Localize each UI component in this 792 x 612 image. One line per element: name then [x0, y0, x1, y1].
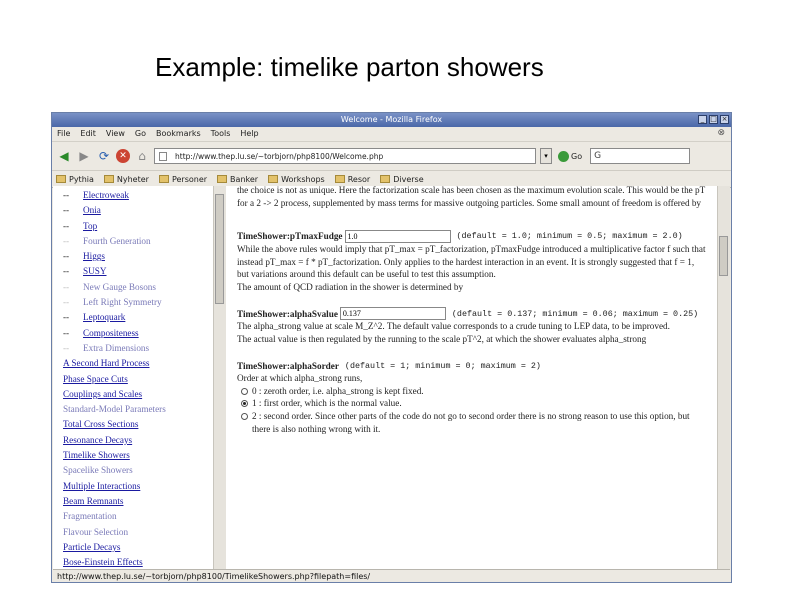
- go-button[interactable]: [558, 151, 582, 162]
- sidebar-item[interactable]: [63, 509, 213, 524]
- sidebar-item[interactable]: [63, 525, 213, 540]
- sidebar-link[interactable]: New Gauge Bosons: [83, 281, 156, 292]
- sidebar-item[interactable]: [63, 310, 213, 325]
- sidebar-link[interactable]: Leptoquark: [83, 312, 126, 323]
- radio-button[interactable]: [241, 413, 248, 420]
- bookmark-label: Personer: [171, 174, 208, 184]
- url-text: http://www.thep.lu.se/~torbjorn/php8100/Welcome.php: [175, 152, 384, 161]
- sidebar-link[interactable]: Top: [83, 220, 98, 231]
- minimize-button[interactable]: _: [698, 115, 707, 124]
- order-option-0[interactable]: [241, 385, 707, 398]
- main-scroll-thumb[interactable]: [719, 236, 728, 276]
- menu-bar: [52, 127, 731, 142]
- reload-icon[interactable]: ⟳: [98, 149, 110, 163]
- option-label: 0 : zeroth order, i.e. alpha_strong is kept fixed.: [252, 385, 424, 396]
- sidebar-link[interactable]: A Second Hard Process: [63, 358, 150, 369]
- sidebar-dash: --: [63, 251, 70, 262]
- qcd-amount-text: The amount of QCD radiation in the shower is determined by: [237, 281, 464, 292]
- sidebar-dash: --: [63, 312, 70, 323]
- sidebar-link[interactable]: Bose-Einstein Effects: [63, 557, 143, 568]
- sidebar-link[interactable]: Spacelike Showers: [63, 465, 133, 476]
- bookmark-resor[interactable]: [335, 175, 370, 184]
- sidebar-item[interactable]: [63, 280, 213, 295]
- sidebar-dash: --: [63, 205, 70, 216]
- sidebar-link[interactable]: Beam Remnants: [63, 495, 124, 506]
- order-param-name: TimeShower:alphaSorder: [237, 360, 339, 371]
- order-intro: Order at which alpha_strong runs,: [237, 373, 363, 384]
- sidebar-item[interactable]: [63, 479, 213, 494]
- page-content: [53, 186, 730, 569]
- sidebar-dash: --: [63, 266, 70, 277]
- folder-icon: [268, 175, 278, 183]
- intro-paragraph: the choice is not as unique. Here the factorization scale has been chosen as the maximum evolution scale. This would be the pT for a 2 -> 2 process, supplemented by mass terms for massive outgoing particles. Some small amount of freedom is offered by: [237, 186, 706, 208]
- sidebar-item[interactable]: [63, 203, 213, 218]
- close-icon[interactable]: ⊗: [717, 128, 725, 138]
- menu-tools[interactable]: Tools: [210, 129, 231, 138]
- sidebar-item[interactable]: [63, 433, 213, 448]
- sidebar-link[interactable]: Onia: [83, 205, 101, 216]
- sidebar-dash: --: [63, 327, 70, 338]
- fudge-defaults: (default = 1.0; minimum = 0.5; maximum = 2.0): [456, 231, 683, 242]
- alpha-defaults: (default = 0.137; minimum = 0.06; maximum = 0.25): [451, 308, 699, 319]
- menu-file[interactable]: File: [57, 129, 71, 138]
- sidebar-link[interactable]: Total Cross Sections: [63, 419, 139, 430]
- fudge-input[interactable]: [345, 230, 451, 243]
- sidebar-link[interactable]: Multiple Interactions: [63, 480, 141, 491]
- sidebar-link[interactable]: Left Right Symmetry: [83, 297, 162, 308]
- sidebar-item[interactable]: [63, 417, 213, 432]
- status-bar: http://www.thep.lu.se/~torbjorn/php8100/TimelikeShowers.php?filepath=files/: [53, 569, 730, 582]
- order-param-row: [237, 360, 707, 373]
- browser-window: [51, 112, 732, 583]
- bookmark-label: Nyheter: [116, 174, 149, 184]
- bookmark-personer[interactable]: [159, 175, 207, 184]
- menu-view[interactable]: View: [105, 129, 125, 138]
- sidebar-item[interactable]: [63, 341, 213, 356]
- folder-icon: [335, 175, 345, 183]
- sidebar-item[interactable]: [63, 555, 213, 569]
- back-icon[interactable]: ◀: [59, 149, 69, 163]
- sidebar-scroll-thumb[interactable]: [215, 194, 224, 304]
- order-defaults: (default = 1; minimum = 0; maximum = 2): [344, 360, 541, 371]
- sidebar-link[interactable]: Fourth Generation: [83, 235, 151, 246]
- bookmark-nyheter[interactable]: [104, 175, 149, 184]
- sidebar-item[interactable]: [63, 249, 213, 264]
- radio-button[interactable]: [241, 388, 248, 395]
- sidebar-item[interactable]: [63, 188, 213, 203]
- sidebar-dash: --: [63, 220, 70, 231]
- home-icon[interactable]: ⌂: [138, 149, 146, 163]
- sidebar-link[interactable]: Higgs: [83, 251, 105, 262]
- page-icon: [159, 152, 167, 161]
- sidebar-link[interactable]: Flavour Selection: [63, 526, 129, 537]
- title-bar: [52, 113, 731, 127]
- sidebar-item[interactable]: [63, 494, 213, 509]
- bookmark-workshops[interactable]: [268, 175, 325, 184]
- folder-icon: [56, 175, 66, 183]
- sidebar-link[interactable]: Electroweak: [83, 190, 129, 200]
- bookmark-label: Workshops: [281, 174, 325, 184]
- slide-title: Example: timelike parton showers: [155, 52, 544, 82]
- fudge-param-row: [237, 230, 707, 243]
- bookmark-label: Resor: [347, 174, 371, 184]
- bookmark-banker[interactable]: [217, 175, 258, 184]
- sidebar-item[interactable]: [63, 448, 213, 463]
- folder-icon: [380, 175, 390, 183]
- sidebar-item[interactable]: [63, 402, 213, 417]
- url-dropdown-button[interactable]: ▾: [540, 148, 552, 164]
- menu-help[interactable]: Help: [240, 129, 259, 138]
- sidebar-item[interactable]: [63, 356, 213, 371]
- window-title: Welcome - Mozilla Firefox: [340, 115, 443, 124]
- sidebar-link[interactable]: Extra Dimensions: [83, 342, 150, 353]
- sidebar-link[interactable]: Particle Decays: [63, 541, 121, 552]
- bookmark-label: Pythia: [69, 174, 94, 184]
- sidebar-nav: [53, 186, 213, 569]
- sidebar-dash: --: [63, 281, 70, 292]
- sidebar-link[interactable]: Fragmentation: [63, 511, 117, 522]
- navigation-toolbar: [52, 142, 731, 171]
- sidebar-link[interactable]: SUSY: [83, 266, 107, 277]
- alpha-param-name: TimeShower:alphaSvalue: [237, 308, 338, 319]
- main-text: [237, 186, 707, 435]
- forward-icon[interactable]: ▶: [79, 149, 89, 163]
- folder-icon: [217, 175, 227, 183]
- bookmark-label: Banker: [230, 174, 259, 184]
- order-option-1[interactable]: [241, 397, 707, 410]
- url-input[interactable]: [154, 148, 536, 164]
- sidebar-item[interactable]: [63, 387, 213, 402]
- sidebar-dash: --: [63, 297, 70, 308]
- sidebar-link[interactable]: Couplings and Scales: [63, 388, 143, 399]
- bookmark-diverse[interactable]: [380, 175, 423, 184]
- sidebar-dash: --: [63, 190, 70, 200]
- sidebar-scrollbar[interactable]: [213, 186, 226, 569]
- bookmark-pythia[interactable]: [56, 175, 94, 184]
- sidebar-link[interactable]: Timelike Showers: [63, 450, 130, 461]
- sidebar-link[interactable]: Phase Space Cuts: [63, 373, 128, 384]
- sidebar-item[interactable]: [63, 326, 213, 341]
- sidebar-item[interactable]: [63, 463, 213, 478]
- maximize-button[interactable]: □: [710, 115, 717, 123]
- menu-bookmarks[interactable]: Bookmarks: [155, 129, 201, 138]
- sidebar-item[interactable]: [63, 264, 213, 279]
- sidebar-link[interactable]: Compositeness: [83, 327, 139, 338]
- alpha-input[interactable]: [340, 307, 446, 320]
- folder-icon: [159, 175, 169, 183]
- main-scrollbar[interactable]: [717, 186, 730, 569]
- sidebar-item[interactable]: [63, 372, 213, 387]
- bookmark-label: Diverse: [393, 174, 424, 184]
- order-option-2[interactable]: [241, 410, 707, 435]
- go-label: Go: [571, 151, 583, 161]
- close-window-button[interactable]: ×: [721, 115, 728, 123]
- sidebar-link[interactable]: Standard-Model Parameters: [63, 404, 166, 415]
- radio-button[interactable]: [241, 400, 248, 407]
- fudge-description: While the above rules would imply that pT_max = pT_factorization, pTmaxFudge introduced a multiplicative factor f such that instead pT_max = f * pT_factorization. Only applies to the hardest interaction in an event. It is strongly suggested that f = 1, but variations around this default can be useful to test this assumption.: [237, 244, 706, 280]
- sidebar-dash: --: [63, 342, 70, 353]
- sidebar-dash: --: [63, 235, 70, 246]
- option-label: 1 : first order, which is the normal value.: [252, 398, 402, 409]
- option-label: 2 : second order. Since other parts of the code do not go to second order there is no strong reason to use this option, but there is also nothing wrong with it.: [252, 410, 690, 434]
- folder-icon: [104, 175, 114, 183]
- menu-go[interactable]: Go: [134, 129, 146, 138]
- menu-edit[interactable]: Edit: [80, 129, 96, 138]
- search-input[interactable]: G: [590, 148, 690, 164]
- alpha-param-row: [237, 307, 707, 320]
- sidebar-item[interactable]: [63, 219, 213, 234]
- running-text: The actual value is then regulated by the running to the scale pT^2, at which the shower evaluates alpha_strong: [237, 333, 647, 344]
- go-icon: [558, 151, 569, 162]
- sidebar-link[interactable]: Resonance Decays: [63, 434, 133, 445]
- stop-icon[interactable]: ✕: [116, 149, 130, 163]
- sidebar-item[interactable]: [63, 234, 213, 249]
- fudge-param-name: TimeShower:pTmaxFudge: [237, 231, 343, 242]
- sidebar-item[interactable]: [63, 295, 213, 310]
- alpha-description: The alpha_strong value at scale M_Z^2. The default value corresponds to a crude tuning to LEP data, to be improved.: [237, 321, 670, 332]
- sidebar-item[interactable]: [63, 540, 213, 555]
